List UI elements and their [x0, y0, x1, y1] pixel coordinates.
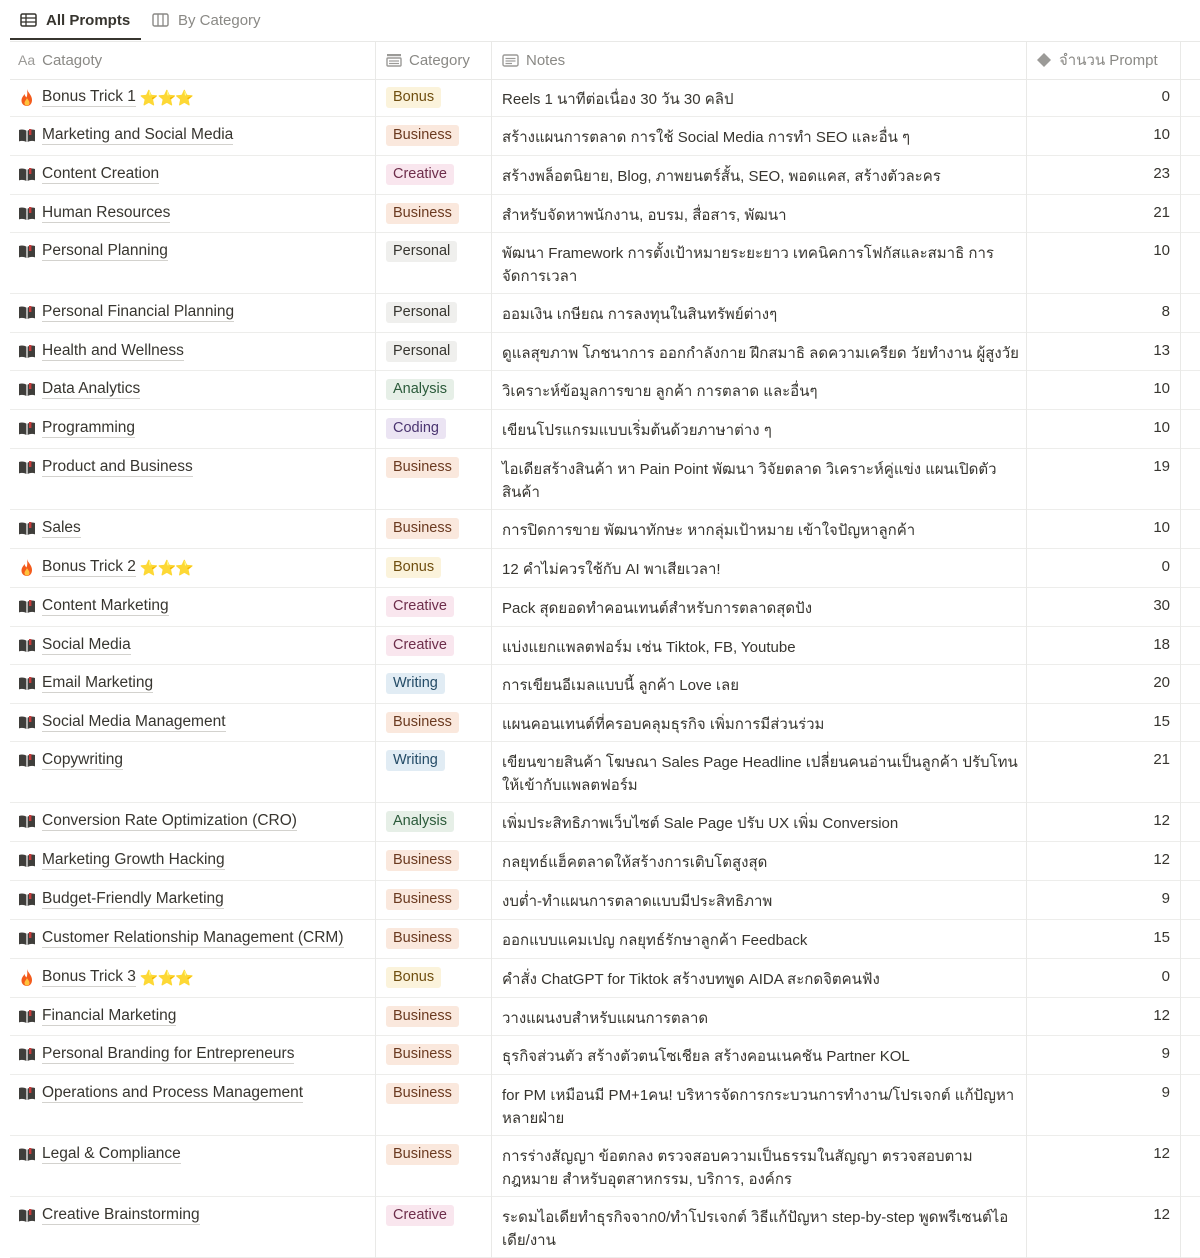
book-icon — [18, 753, 36, 768]
row-title-text[interactable]: Conversion Rate Optimization (CRO) — [42, 812, 297, 829]
row-title-text[interactable]: Customer Relationship Management (CRM) — [42, 929, 344, 946]
notes-text: ดูแลสุขภาพ โภชนาการ ออกกำลังกาย ฝึกสมาธิ ลดความเครียด วัยทำงาน ผู้สูงวัย — [502, 345, 1019, 362]
book-icon — [18, 853, 36, 868]
prompt-count: 10 — [1153, 242, 1170, 259]
row-title[interactable] — [18, 1206, 200, 1225]
column-label: จำนวน Prompt — [1059, 52, 1158, 69]
table-row[interactable] — [10, 588, 1200, 627]
row-title[interactable] — [18, 1045, 294, 1064]
table-row[interactable] — [10, 803, 1200, 842]
column-header-name[interactable] — [18, 41, 102, 79]
table-header — [10, 41, 1200, 80]
tab-label: All Prompts — [46, 11, 131, 29]
notes-text: พัฒนา Framework การตั้งเป้าหมายระยะยาว เทคนิคการโฟกัสและสมาธิ การจัดการเวลา — [502, 245, 994, 285]
category-tag: Personal — [386, 302, 457, 323]
table-row[interactable] — [10, 742, 1200, 803]
book-icon — [18, 638, 36, 653]
notes-text: แผนคอนเทนต์ที่ครอบคลุมธุรกิจ เพิ่มการมีส่วนร่วม — [502, 716, 825, 733]
row-title[interactable] — [18, 303, 234, 322]
text-icon — [502, 54, 519, 67]
prompt-count: 10 — [1153, 380, 1170, 397]
category-tag: Business — [386, 1044, 459, 1065]
prompt-count: 30 — [1153, 597, 1170, 614]
row-title-text[interactable]: Sales — [42, 519, 81, 536]
tab-all-prompts[interactable] — [20, 8, 130, 32]
category-tag: Business — [386, 889, 459, 910]
book-icon — [18, 305, 36, 320]
prompt-count: 21 — [1153, 751, 1170, 768]
row-title-text[interactable]: Data Analytics — [42, 380, 141, 397]
stars-icon: ⭐⭐⭐ — [139, 559, 193, 577]
category-tag: Bonus — [386, 967, 441, 988]
category-tag: Creative — [386, 596, 454, 617]
category-tag: Bonus — [386, 87, 441, 108]
row-title[interactable] — [18, 851, 225, 870]
category-tag: Business — [386, 1083, 459, 1104]
prompt-count: 12 — [1153, 1145, 1170, 1162]
book-icon — [18, 1086, 36, 1101]
table-row[interactable] — [10, 449, 1200, 510]
row-title-text[interactable]: Personal Planning — [42, 242, 168, 259]
row-title[interactable] — [18, 380, 140, 399]
category-tag: Bonus — [386, 557, 441, 578]
category-tag: Creative — [386, 164, 454, 185]
book-icon — [18, 421, 36, 436]
column-divider — [491, 41, 492, 1258]
row-title-text[interactable]: Health and Wellness — [42, 342, 184, 359]
book-icon — [18, 128, 36, 143]
row-title[interactable] — [18, 165, 159, 184]
table-row[interactable] — [10, 333, 1200, 371]
notes-text: การร่างสัญญา ข้อตกลง ตรวจสอบความเป็นธรรมในสัญญา ตรวจสอบตามกฎหมาย สำหรับอุตสาหกรรม, บริการ, องค์กร — [502, 1148, 973, 1188]
row-title-text[interactable]: Copywriting — [42, 751, 123, 768]
category-tag: Writing — [386, 750, 445, 771]
book-icon — [18, 1147, 36, 1162]
formula-icon — [1036, 52, 1052, 68]
book-icon — [18, 892, 36, 907]
view-tabs — [10, 0, 1200, 42]
row-title-text[interactable]: Marketing Growth Hacking — [42, 851, 225, 868]
row-title[interactable] — [18, 519, 81, 538]
row-title-text[interactable]: Content Creation — [42, 165, 160, 182]
category-tag: Business — [386, 125, 459, 146]
book-icon — [18, 1208, 36, 1223]
category-tag: Analysis — [386, 379, 454, 400]
book-icon — [18, 521, 36, 536]
table-row[interactable] — [10, 371, 1200, 410]
book-icon — [18, 382, 36, 397]
notes-text: เขียนโปรแกรมแบบเริ่มต้นด้วยภาษาต่าง ๆ — [502, 422, 772, 439]
table-icon — [20, 13, 37, 27]
row-title[interactable] — [18, 342, 184, 361]
text-type-icon: Aa — [18, 52, 36, 68]
row-title[interactable] — [18, 812, 297, 831]
book-icon — [18, 931, 36, 946]
board-icon — [152, 13, 169, 27]
row-title-text[interactable]: Human Resources — [42, 204, 171, 221]
book-icon — [18, 715, 36, 730]
row-title[interactable] — [18, 751, 123, 770]
table-row[interactable] — [10, 233, 1200, 294]
row-title[interactable] — [18, 1084, 303, 1103]
stars-icon: ⭐⭐⭐ — [139, 89, 193, 107]
row-title-text[interactable]: Personal Branding for Entrepreneurs — [42, 1045, 295, 1062]
row-title-text[interactable]: Personal Financial Planning — [42, 303, 235, 320]
column-label: Catagoty — [42, 51, 103, 69]
category-tag: Business — [386, 712, 459, 733]
fire-icon — [18, 88, 36, 107]
table-row[interactable] — [10, 627, 1200, 665]
row-title-text[interactable]: Marketing and Social Media — [42, 126, 234, 143]
table-row[interactable] — [10, 704, 1200, 742]
category-tag: Business — [386, 203, 459, 224]
book-icon — [18, 244, 36, 259]
row-title[interactable] — [18, 674, 153, 693]
row-title[interactable] — [18, 419, 135, 438]
notes-text: แบ่งแยกแพลตฟอร์ม เช่น Tiktok, FB, Youtube — [502, 639, 796, 656]
category-tag: Business — [386, 1144, 459, 1165]
active-tab-indicator — [10, 38, 141, 40]
row-title[interactable] — [18, 204, 170, 223]
book-icon — [18, 344, 36, 359]
table-row[interactable] — [10, 1197, 1200, 1258]
notes-text: 12 คำไม่ควรใช้กับ AI พาเสียเวลา! — [502, 561, 721, 578]
row-title[interactable] — [18, 929, 344, 948]
notes-text: สร้างแผนการตลาด การใช้ Social Media การทำ SEO และอื่น ๆ — [502, 129, 911, 146]
table-row[interactable] — [10, 117, 1200, 156]
prompt-count: 10 — [1153, 519, 1170, 536]
row-title-text[interactable]: Bonus Trick 1 — [42, 88, 136, 105]
notes-text: สำหรับจัดหาพนักงาน, อบรม, สื่อสาร, พัฒนา — [502, 207, 787, 224]
category-tag: Business — [386, 928, 459, 949]
stars-icon: ⭐⭐⭐ — [139, 969, 193, 987]
notes-text: for PM เหมือนมี PM+1คน! บริหารจัดการกระบวนการทำงาน/โปรเจกต์ แก้ปัญหาหลายฝ่าย — [502, 1087, 1015, 1127]
table-row[interactable] — [10, 510, 1200, 549]
prompt-count: 0 — [1161, 88, 1170, 105]
prompt-count: 9 — [1161, 1084, 1170, 1101]
book-icon — [18, 1047, 36, 1062]
table-row[interactable] — [10, 294, 1200, 333]
category-tag: Personal — [386, 241, 457, 262]
column-header-category[interactable] — [386, 41, 470, 79]
column-divider — [1180, 41, 1181, 1258]
row-title-text[interactable]: Financial Marketing — [42, 1007, 177, 1024]
book-icon — [18, 460, 36, 475]
notes-text: Reels 1 นาทีต่อเนื่อง 30 วัน 30 คลิป — [502, 91, 734, 108]
row-title-text[interactable]: Programming — [42, 419, 136, 436]
row-title-text[interactable]: Budget-Friendly Marketing — [42, 890, 224, 907]
prompt-count: 9 — [1161, 1045, 1170, 1062]
column-divider — [375, 41, 376, 1258]
notes-text: วิเคราะห์ข้อมูลการขาย ลูกค้า การตลาด และอื่นๆ — [502, 383, 818, 400]
prompt-count: 18 — [1153, 636, 1170, 653]
row-title-text[interactable]: Social Media — [42, 636, 131, 653]
table-row[interactable] — [10, 881, 1200, 920]
book-icon — [18, 676, 36, 691]
table-row[interactable] — [10, 842, 1200, 881]
prompt-count: 9 — [1161, 890, 1170, 907]
notes-text: ไอเดียสร้างสินค้า หา Pain Point พัฒนา วิจัยตลาด วิเคราะห์คู่แข่ง แผนเปิดตัวสินค้า — [502, 461, 997, 501]
table-row[interactable] — [10, 665, 1200, 704]
prompt-count: 0 — [1161, 968, 1170, 985]
row-title[interactable] — [18, 597, 169, 616]
category-tag: Creative — [386, 1205, 454, 1226]
column-label: Category — [409, 51, 470, 69]
notes-text: เพิ่มประสิทธิภาพเว็บไซต์ Sale Page ปรับ UX เพิ่ม Conversion — [502, 815, 899, 832]
table-row[interactable] — [10, 998, 1200, 1036]
prompt-count: 12 — [1153, 1007, 1170, 1024]
category-tag: Business — [386, 1006, 459, 1027]
fire-icon — [18, 968, 36, 987]
notes-text: เขียนขายสินค้า โฆษณา Sales Page Headline เปลี่ยนคนอ่านเป็นลูกค้า ปรับโทนให้เข้ากับแพลตฟอร์ม — [502, 754, 1018, 794]
prompt-count: 23 — [1153, 165, 1170, 182]
book-icon — [18, 814, 36, 829]
tab-by-category[interactable] — [152, 8, 261, 32]
book-icon — [18, 599, 36, 614]
column-header-count[interactable] — [1036, 41, 1158, 79]
table-row[interactable] — [10, 1075, 1200, 1136]
table-row[interactable] — [10, 195, 1200, 233]
notes-text: วางแผนงบสำหรับแผนการตลาด — [502, 1010, 709, 1027]
category-tag: Coding — [386, 418, 446, 439]
column-header-notes[interactable] — [502, 41, 565, 79]
category-tag: Writing — [386, 673, 445, 694]
list-icon — [386, 53, 402, 67]
column-divider — [1026, 41, 1027, 1258]
prompt-count: 21 — [1153, 204, 1170, 221]
prompt-count: 10 — [1153, 126, 1170, 143]
book-icon — [18, 1009, 36, 1024]
prompt-count: 12 — [1153, 1206, 1170, 1223]
category-tag: Business — [386, 457, 459, 478]
row-title-text[interactable]: Social Media Management — [42, 713, 226, 730]
category-tag: Business — [386, 518, 459, 539]
row-title-text[interactable]: Operations and Process Management — [42, 1084, 304, 1101]
prompt-count: 12 — [1153, 851, 1170, 868]
row-title[interactable] — [18, 458, 193, 477]
book-icon — [18, 206, 36, 221]
prompt-count: 19 — [1153, 458, 1170, 475]
notes-text: ระดมไอเดียทำธุรกิจจาก0/ทำโปรเจกต์ วิธีแก้ปัญหา step-by-step พูดพรีเซนต์ไอเดีย/งาน — [502, 1209, 1009, 1249]
prompt-count: 12 — [1153, 812, 1170, 829]
table-row[interactable] — [10, 549, 1200, 588]
row-title[interactable] — [18, 1145, 181, 1164]
notes-text: คำสั่ง ChatGPT for Tiktok สร้างบทพูด AIDA สะกดจิตคนฟัง — [502, 971, 880, 988]
prompt-count: 20 — [1153, 674, 1170, 691]
row-title-text[interactable]: Bonus Trick 2 — [42, 558, 136, 575]
column-label: Notes — [526, 51, 566, 69]
table-row[interactable] — [10, 959, 1200, 998]
row-title[interactable] — [18, 713, 226, 732]
book-icon — [18, 167, 36, 182]
prompt-count: 15 — [1153, 929, 1170, 946]
row-title-text[interactable]: Email Marketing — [42, 674, 154, 691]
notes-text: การปิดการขาย พัฒนาทักษะ หากลุ่มเป้าหมาย เข้าใจปัญหาลูกค้า — [502, 522, 916, 539]
row-title[interactable] — [18, 88, 193, 107]
row-title[interactable] — [18, 890, 224, 909]
row-title-text[interactable]: Product and Business — [42, 458, 193, 475]
row-title-text[interactable]: Bonus Trick 3 — [42, 968, 136, 985]
tab-label: By Category — [178, 11, 261, 29]
table-row[interactable] — [10, 156, 1200, 195]
row-title[interactable] — [18, 558, 193, 577]
row-title[interactable] — [18, 242, 168, 261]
notes-text: การเขียนอีเมลแบบนี้ ลูกค้า Love เลย — [502, 677, 740, 694]
notes-text: ออกแบบแคมเปญ กลยุทธ์รักษาลูกค้า Feedback — [502, 932, 808, 949]
row-title[interactable] — [18, 968, 193, 987]
notes-text: งบต่ำ-ทำแผนการตลาดแบบมีประสิทธิภาพ — [502, 893, 773, 910]
prompt-count: 10 — [1153, 419, 1170, 436]
category-tag: Analysis — [386, 811, 454, 832]
notes-text: สร้างพล็อตนิยาย, Blog, ภาพยนตร์สั้น, SEO, พอดแคส, สร้างตัวละคร — [502, 168, 941, 185]
notes-text: ธุรกิจส่วนตัว สร้างตัวตนโซเชียล สร้างคอนเนคชัน Partner KOL — [502, 1048, 910, 1065]
row-title[interactable] — [18, 636, 131, 655]
category-tag: Creative — [386, 635, 454, 656]
prompt-count: 13 — [1153, 342, 1170, 359]
table-row[interactable] — [10, 1036, 1200, 1075]
table-row[interactable] — [10, 1136, 1200, 1197]
row-title-text[interactable]: Legal & Compliance — [42, 1145, 181, 1162]
table-row[interactable] — [10, 920, 1200, 959]
row-title-text[interactable]: Content Marketing — [42, 597, 169, 614]
row-title[interactable] — [18, 1007, 176, 1026]
prompt-count: 0 — [1161, 558, 1170, 575]
prompt-count: 8 — [1161, 303, 1170, 320]
notes-text: Pack สุดยอดทำคอนเทนต์สำหรับการตลาดสุดปัง — [502, 600, 813, 617]
table-row[interactable] — [10, 79, 1200, 117]
category-tag: Business — [386, 850, 459, 871]
row-title[interactable] — [18, 126, 233, 145]
notes-text: กลยุทธ์แฮ็คตลาดให้สร้างการเติบโตสูงสุด — [502, 854, 768, 871]
table-row[interactable] — [10, 410, 1200, 449]
prompt-count: 15 — [1153, 713, 1170, 730]
fire-icon — [18, 558, 36, 577]
row-title-text[interactable]: Creative Brainstorming — [42, 1206, 200, 1223]
notes-text: ออมเงิน เกษียณ การลงทุนในสินทรัพย์ต่างๆ — [502, 306, 778, 323]
category-tag: Personal — [386, 341, 457, 362]
